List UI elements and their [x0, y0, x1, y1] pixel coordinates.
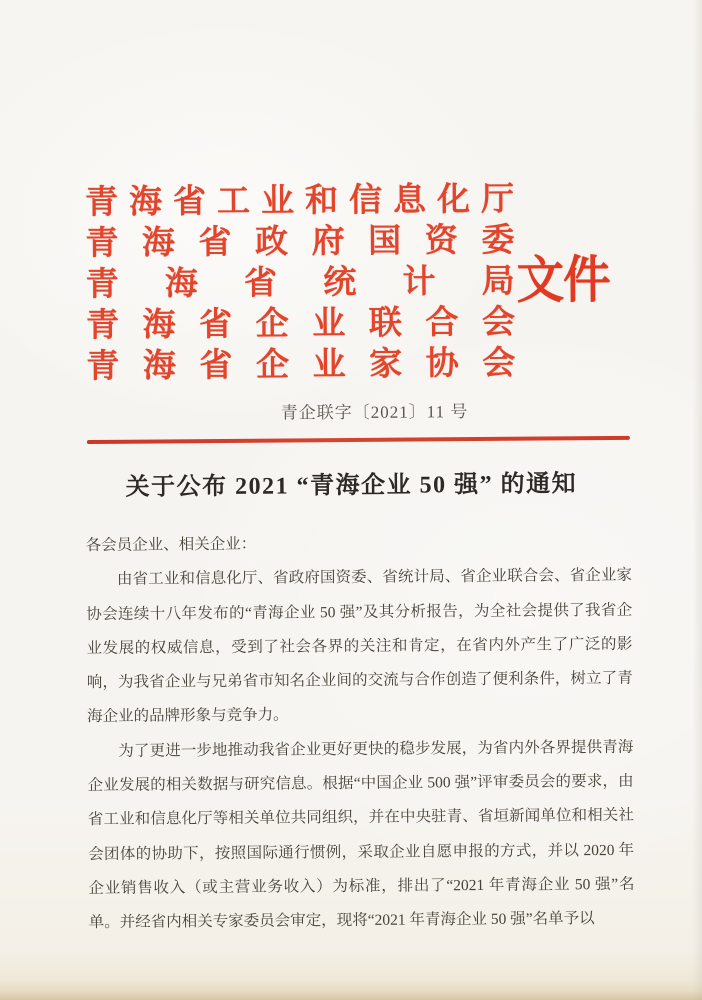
document-type-label: 文件 — [516, 252, 610, 310]
document-number: 青企联字〔2021〕11 号 — [280, 402, 469, 423]
letterhead-org-line: 青海省企业家协会 — [86, 345, 516, 386]
body-paragraph-2: 为了更进一步地推动我省企业更好更快的稳步发展，为省内外各界提供青海企业发展的相关数据与研究信息。根据“中国企业 500 强”评审委员会的要求，由省工业和信息化厅等相关单位共同组织，并在中央驻青、省垣新闻单位和相关社会团体的协助下，按照国际通行惯例，采取企业自愿申报的方式，并以 2020 年企业销售收入（或主营业务收入）为标准，排出了“2021 年青海企业 50 强”名单。并经省内相关专家委员会审定，现将“2021 年青海企业 50 强”名单予以 — [87, 738, 635, 932]
letterhead-org-line: 青海省政府国资委 — [85, 222, 515, 263]
body-paragraph-1: 由省工业和信息化厅、省政府国资委、省统计局、省企业联合会、省企业家协会连续十八年发布的“青海企业 50 强”及其分析报告，为全社会提供了我省企业发展的权威信息，受到了社会各界的关注和肯定，在省内外产生了广泛的影响，为我省企业与兄弟省市知名企业间的交流与合作创造了便利条件，树立了青海企业的品牌形象与竞争力。 — [86, 567, 633, 726]
red-separator-line — [87, 436, 630, 444]
document-body — [86, 525, 635, 941]
document-title: 关于公布 2021 “青海企业 50 强” 的通知 — [125, 471, 578, 501]
letterhead-org-line: 青海省统计局 — [85, 263, 515, 304]
letterhead-org-line: 青海省企业联合会 — [85, 304, 516, 345]
letterhead — [85, 180, 516, 388]
salutation: 各会员企业、相关企业： — [85, 535, 257, 555]
letterhead-org-line: 青海省工业和信息化厅 — [84, 181, 515, 222]
